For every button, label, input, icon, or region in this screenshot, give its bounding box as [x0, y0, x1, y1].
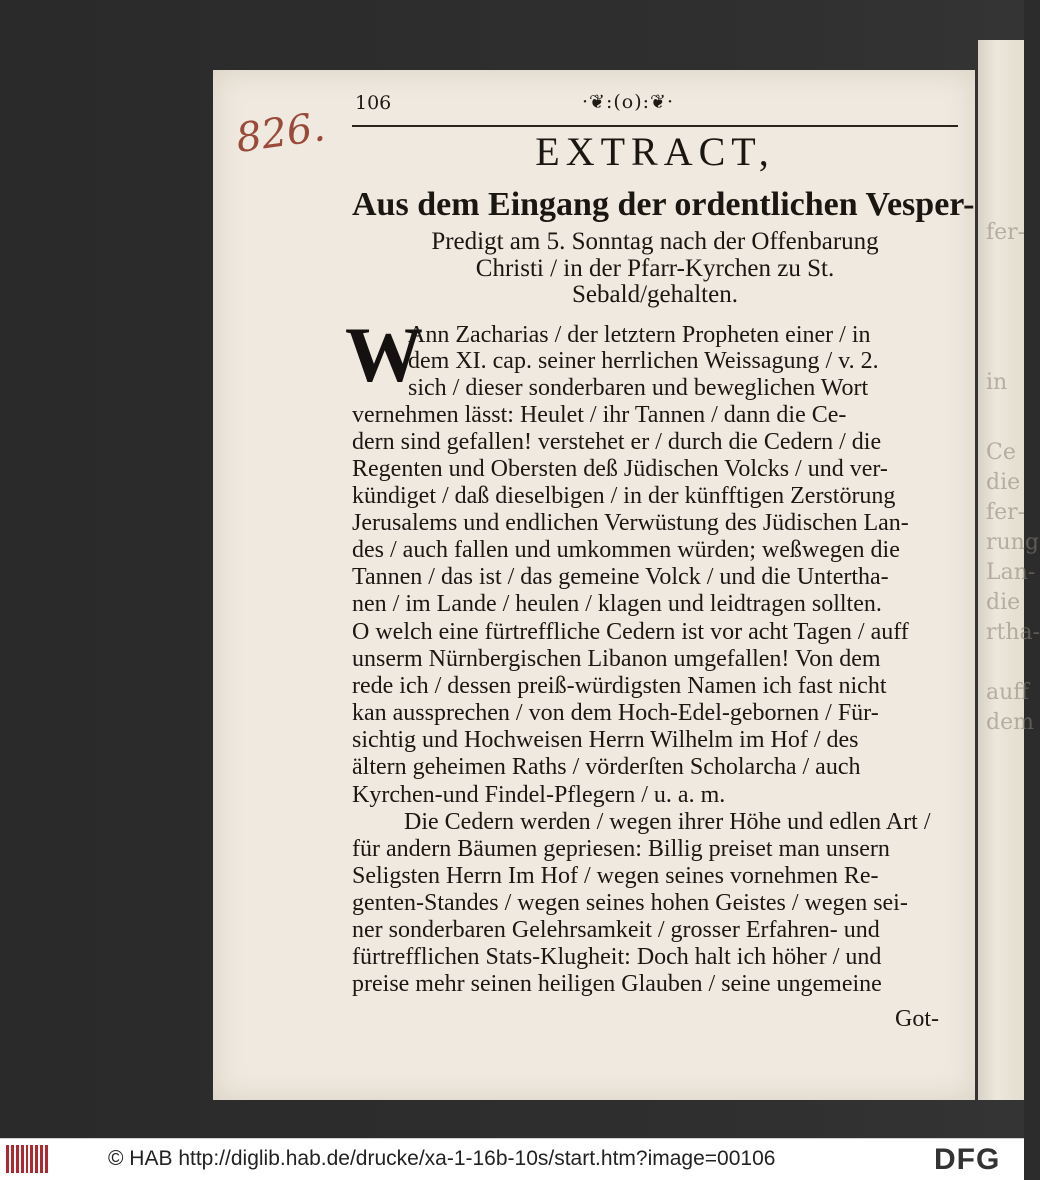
subtitle-line: Christi / in der Pfarr-Kyrchen zu St.: [475, 255, 835, 282]
body-line: nen / im Lande / heulen / klagen und leidtragen sollten.: [352, 591, 882, 617]
catchword: Got-: [895, 1006, 939, 1032]
body-line: Jerusalems und endlichen Verwüstung des Jüdischen Lan-: [352, 510, 909, 536]
body-line: für andern Bäumen gepriesen: Billig preiset man unsern: [352, 836, 890, 862]
body-line: kan aussprechen / von dem Hoch-Edel-gebornen / Für-: [352, 700, 879, 726]
header-rule: [352, 125, 958, 127]
body-line: Ann Zacharias / der letztern Propheten einer / in: [408, 322, 871, 348]
body-line: dem XI. cap. seiner herrlichen Weissagung / v. 2.: [408, 348, 879, 374]
body-line: sich / dieser sonderbaren und beweglichen Wort: [408, 375, 869, 401]
body-line: sichtig und Hochweisen Herrn Wilhelm im Hof / des: [352, 727, 859, 753]
copyright-url-text: © HAB http://diglib.hab.de/drucke/xa-1-16b-10s/start.htm?image=00106: [108, 1147, 776, 1170]
page-title: EXTRACT,: [535, 129, 775, 174]
body-line: Regenten und Obersten deß Jüdischen Volcks / und ver-: [352, 456, 888, 482]
subtitle-line: Predigt am 5. Sonntag nach der Offenbarung: [431, 228, 879, 255]
hab-logo-icon: [6, 1145, 48, 1173]
handwritten-margin-note: 826.: [233, 104, 328, 162]
body-line: Kyrchen-und Findel-Pflegern / u. a. m.: [352, 782, 726, 808]
body-line: des / auch fallen und umkommen würden; weßwegen die: [352, 537, 900, 563]
body-line: unserm Nürnbergischen Libanon umgefallen! Von dem: [352, 646, 881, 672]
body-line: fürtrefflichen Stats-Klugheit: Doch halt ich höher / und: [352, 944, 882, 970]
body-line: genten-Standes / wegen seines hohen Geistes / wegen sei-: [352, 890, 908, 916]
body-line: rede ich / dessen preiß-würdigsten Namen ich fast nicht: [352, 673, 887, 699]
page-number: 106: [355, 92, 392, 114]
body-line: Die Cedern werden / wegen ihrer Höhe und edlen Art /: [404, 809, 931, 835]
viewer-footer: [0, 1138, 1024, 1180]
body-line: vernehmen lässt: Heulet / ihr Tannen / dann die Ce-: [352, 402, 847, 428]
adjacent-page-edge: fer- in Ce die fer- rung Lan- die rtha- auff dem: [978, 40, 1024, 1100]
body-line: ältern geheimen Raths / vörderſten Scholarcha / auch: [352, 754, 861, 780]
subtitle-line: Aus dem Eingang der ordentlichen Vesper-: [352, 186, 975, 223]
dfg-logo: DFG: [934, 1143, 1001, 1176]
drop-cap-initial: W: [345, 311, 423, 398]
body-line: Seligsten Herrn Im Hof / wegen seines vornehmen Re-: [352, 863, 879, 889]
body-line: Tannen / das ist / das gemeine Volck / und die Untertha-: [352, 564, 889, 590]
body-line: ner sonderbaren Gelehrsamkeit / grosser Erfahren- und: [352, 917, 880, 943]
body-line: preise mehr seinen heiligen Glauben / seine ungemeine: [352, 971, 882, 997]
body-line: dern sind gefallen! verstehet er / durch die Cedern / die: [352, 429, 882, 455]
header-ornament: ·❦:(o):❦·: [582, 91, 674, 113]
subtitle-line: Sebald/gehalten.: [572, 281, 738, 308]
body-line: O welch eine fürtreffliche Cedern ist vor acht Tagen / auff: [352, 619, 909, 645]
body-line: kündiget / daß dieselbigen / in der künfftigen Zerstörung: [352, 483, 896, 509]
